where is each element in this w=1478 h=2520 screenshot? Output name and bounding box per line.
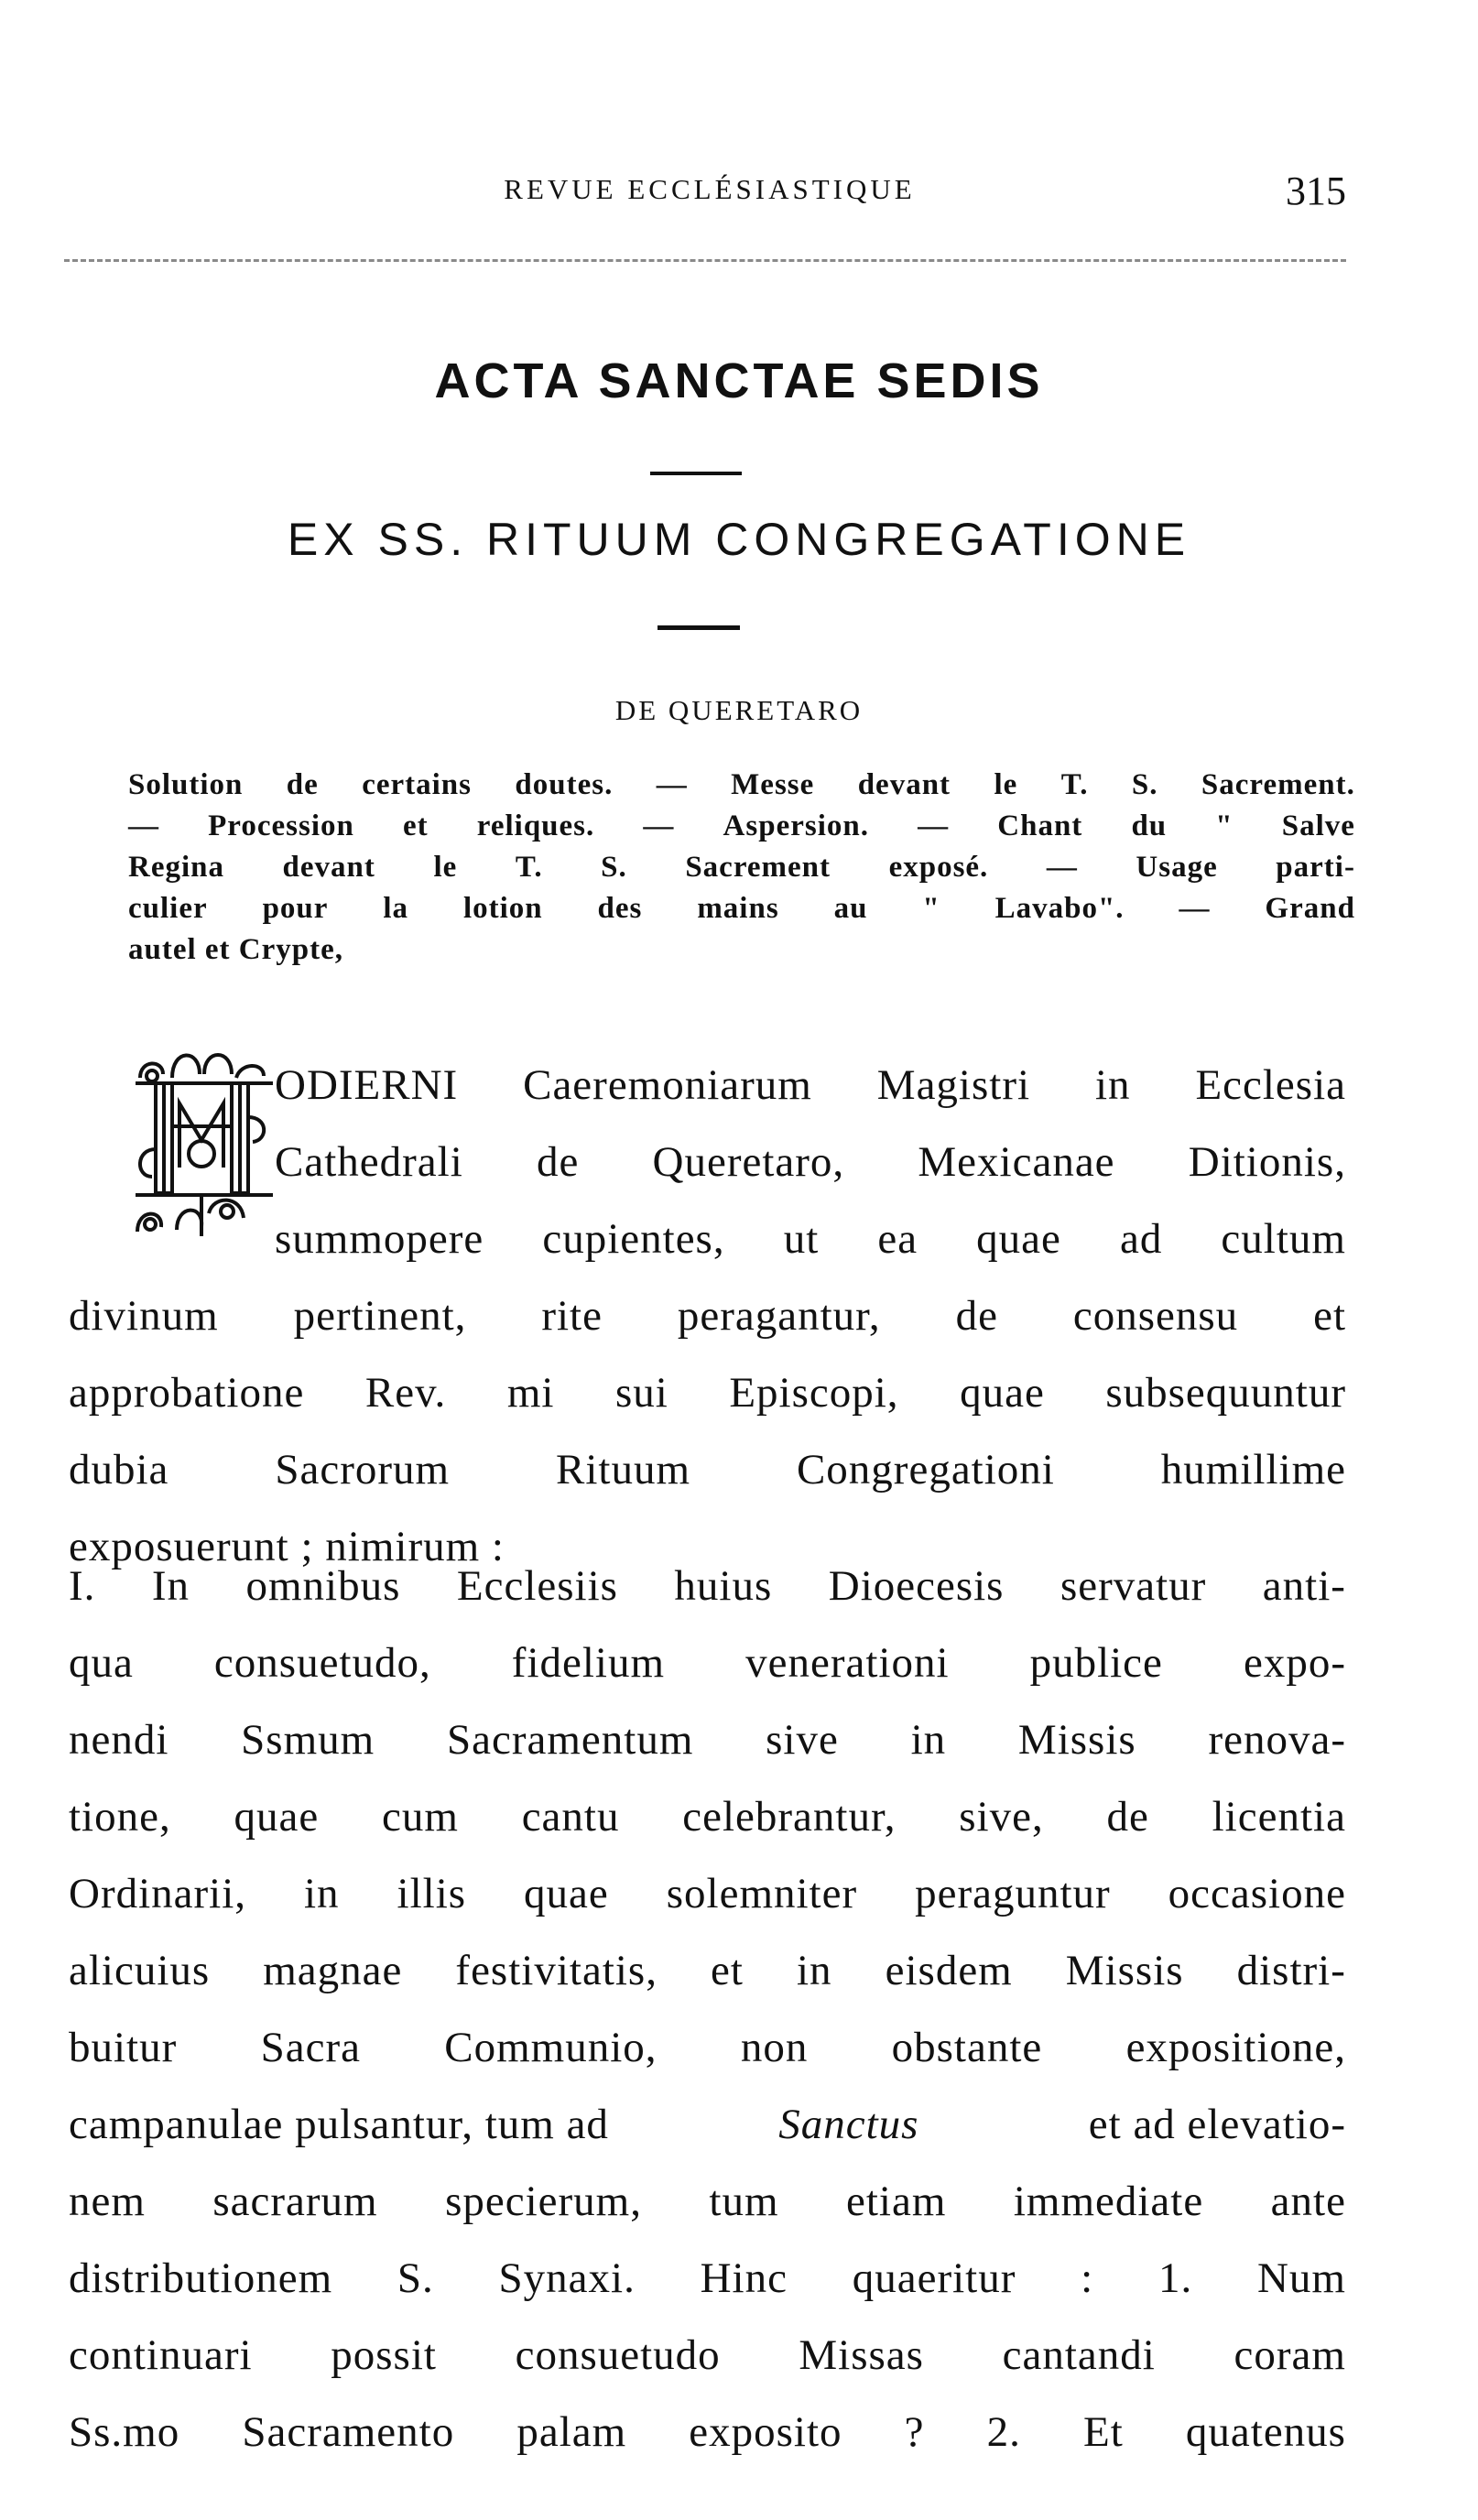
word: sacrarum	[212, 2178, 378, 2225]
summary-line-text	[128, 888, 1355, 929]
word: licentia	[1212, 1793, 1346, 1841]
text-line	[275, 1124, 1346, 1200]
word: Solution	[128, 768, 244, 801]
word: de	[286, 768, 319, 801]
word: in	[797, 1947, 832, 1994]
line-text	[69, 1932, 1346, 2009]
word: distributionem	[69, 2254, 333, 2302]
word: servatur	[1060, 1562, 1207, 1610]
word: Grand	[1265, 892, 1355, 925]
word: dubia	[69, 1446, 169, 1494]
word: —	[1179, 892, 1211, 925]
line-text	[69, 1624, 1346, 1701]
word: subsequuntur	[1105, 1369, 1346, 1417]
word: Ssmum	[241, 1716, 375, 1764]
word: Salve	[1281, 809, 1355, 842]
text-line	[69, 2317, 1346, 2394]
word: divinum	[69, 1292, 219, 1340]
summary-line	[128, 888, 1355, 929]
word: consensu	[1072, 1292, 1239, 1340]
word: obstante	[891, 2024, 1043, 2071]
word: Missis	[1017, 1716, 1136, 1764]
word: Procession	[208, 809, 354, 842]
running-title: REVUE ECCLÉSIASTIQUE	[504, 173, 916, 205]
summary-line-text: autel et Crypte,	[128, 933, 344, 966]
line-text	[69, 1778, 1346, 1855]
word: Mexicanae	[918, 1138, 1115, 1186]
word: mains	[697, 892, 779, 925]
word: Sacrorum	[275, 1446, 451, 1494]
summary-line	[128, 765, 1355, 806]
word: T.	[1060, 768, 1089, 801]
word: le	[994, 768, 1018, 801]
word: quae	[234, 1793, 320, 1841]
word: ut	[783, 1215, 820, 1263]
text-line	[69, 2086, 1346, 2163]
word: Ecclesiis	[456, 1562, 618, 1610]
word: rite	[541, 1292, 603, 1340]
word: exposito	[689, 2408, 842, 2456]
word: Missas	[799, 2331, 924, 2379]
word: des	[597, 892, 643, 925]
word: de	[955, 1292, 998, 1340]
word: et	[1313, 1292, 1346, 1340]
word: peragantur,	[677, 1292, 881, 1340]
word: sive,	[959, 1793, 1044, 1841]
word: —	[1046, 851, 1078, 884]
word: le	[433, 851, 458, 884]
title-rule	[650, 472, 742, 475]
word: Ordinarii,	[69, 1870, 247, 1917]
line-text	[275, 1124, 1346, 1200]
word: possit	[331, 2331, 437, 2379]
word: Ditionis,	[1188, 1138, 1346, 1186]
word: continuari	[69, 2331, 253, 2379]
word: quae	[524, 1870, 609, 1917]
word: quae	[976, 1215, 1061, 1263]
word: peraguntur	[915, 1870, 1111, 1917]
word: consuetudo,	[213, 1639, 431, 1687]
word: S.	[397, 2254, 434, 2302]
subtitle-rule	[657, 625, 740, 630]
word: immediate	[1013, 2178, 1204, 2225]
main-title: ACTA SANCTAE SEDIS	[434, 353, 1044, 408]
word: solemniter	[666, 1870, 858, 1917]
word: au	[833, 892, 868, 925]
word: anti-	[1262, 1562, 1346, 1610]
line-text	[69, 2163, 1346, 2240]
word: cum	[382, 1793, 459, 1841]
word: Lavabo".	[994, 892, 1125, 925]
word: consuetudo	[515, 2331, 721, 2379]
word: I.	[69, 1562, 96, 1610]
word: cultum	[1221, 1215, 1346, 1263]
word: Cathedrali	[275, 1138, 463, 1186]
word: sui	[614, 1369, 668, 1417]
word: humillime	[1160, 1446, 1346, 1494]
running-head	[73, 168, 1346, 213]
word: Usage	[1136, 851, 1218, 884]
summary-block	[128, 765, 1355, 971]
word: devant	[282, 851, 375, 884]
line-text	[69, 1701, 1346, 1778]
word: de	[1106, 1793, 1149, 1841]
word: du	[1131, 809, 1168, 842]
word: eisdem	[885, 1947, 1013, 1994]
word: approbatione	[69, 1369, 305, 1417]
line-text	[69, 1548, 1346, 1624]
word: occasione	[1168, 1870, 1346, 1917]
word: venerationi	[745, 1639, 950, 1687]
paragraph-1	[69, 1047, 1346, 1585]
text-line	[275, 1200, 1346, 1277]
word: celebrantur,	[682, 1793, 897, 1841]
word: T.	[515, 851, 543, 884]
line-text: exposuerunt ; nimirum :	[69, 1523, 505, 1570]
text-line	[69, 1624, 1346, 1701]
word: :	[1081, 2254, 1094, 2302]
word: in	[304, 1870, 340, 1917]
word: Sacrement	[685, 851, 831, 884]
place-heading: DE QUERETARO	[614, 694, 864, 726]
line-text	[69, 1354, 1346, 1431]
word: ad	[1119, 1215, 1163, 1263]
word: Chant	[997, 809, 1083, 842]
text-line	[275, 1047, 1346, 1124]
word: Sacramentum	[446, 1716, 694, 1764]
word: cupientes,	[542, 1215, 725, 1263]
word: S.	[1131, 768, 1158, 801]
word: expositione,	[1125, 2024, 1346, 2071]
word: culier	[128, 892, 208, 925]
word: in	[910, 1716, 947, 1764]
text-line	[69, 1932, 1346, 2009]
word: Ss.mo	[69, 2408, 180, 2456]
line-text	[69, 2394, 1346, 2471]
word: mi	[506, 1369, 555, 1417]
summary-line-text	[128, 806, 1355, 847]
word: nendi	[69, 1716, 169, 1764]
word: ODIERNI	[275, 1061, 459, 1109]
word: Rev.	[364, 1369, 447, 1417]
word: In	[151, 1562, 190, 1610]
summary-line	[128, 847, 1355, 888]
word: etiam	[845, 2178, 947, 2225]
word: buitur	[69, 2024, 178, 2071]
summary-line-text	[128, 847, 1355, 888]
word: exposé.	[888, 851, 989, 884]
text-line	[69, 1354, 1346, 1431]
word: omnibus	[245, 1562, 401, 1610]
text-line	[69, 1548, 1346, 1624]
word: doutes.	[515, 768, 614, 801]
word: Et	[1083, 2408, 1124, 2456]
word: non	[740, 2024, 809, 2071]
word: —	[656, 768, 688, 801]
word: Dioecesis	[828, 1562, 1005, 1610]
word: pour	[262, 892, 329, 925]
word: summopere	[275, 1215, 484, 1263]
word: sive	[766, 1716, 839, 1764]
word: tione,	[69, 1793, 171, 1841]
text-line	[69, 2009, 1346, 2086]
line-text	[69, 1277, 1346, 1354]
line-text	[275, 1047, 1346, 1124]
word: ante	[1270, 2178, 1346, 2225]
word: Hinc	[700, 2254, 788, 2302]
word: Sacrement.	[1201, 768, 1355, 801]
line-text	[275, 1200, 1346, 1277]
word: devant	[857, 768, 951, 801]
sub-title: EX SS. RITUUM CONGREGATIONE	[287, 514, 1191, 565]
text-line	[69, 1277, 1346, 1354]
word: Congregationi	[796, 1446, 1055, 1494]
paragraph-2	[69, 1548, 1346, 2471]
line-text: campanulae pulsantur, tum ad	[69, 2101, 609, 2148]
word: 2.	[986, 2408, 1021, 2456]
word: cantu	[521, 1793, 620, 1841]
page-number: 315	[1286, 168, 1346, 213]
header-divider	[64, 259, 1346, 262]
word: Episcopi,	[729, 1369, 899, 1417]
line-text	[69, 2240, 1346, 2317]
word: Synaxi.	[498, 2254, 636, 2302]
text-line	[69, 1778, 1346, 1855]
word: cantandi	[1002, 2331, 1156, 2379]
word: Caeremoniarum	[523, 1061, 812, 1109]
word: —	[643, 809, 675, 842]
word: publice	[1029, 1639, 1163, 1687]
line-text: et ad elevatio-	[1088, 2101, 1346, 2148]
summary-line	[128, 929, 1355, 971]
word: in	[1094, 1061, 1131, 1109]
text-line	[69, 1701, 1346, 1778]
text-line	[69, 1855, 1346, 1932]
word: et	[403, 809, 429, 842]
word: —	[918, 809, 950, 842]
summary-line-text	[128, 765, 1355, 806]
word: et	[711, 1947, 744, 1994]
word: Sacramento	[242, 2408, 455, 2456]
word: Ecclesia	[1195, 1061, 1346, 1109]
word: S.	[601, 851, 627, 884]
word: Magistri	[876, 1061, 1031, 1109]
summary-line	[128, 806, 1355, 847]
word: huius	[674, 1562, 773, 1610]
word: ?	[904, 2408, 925, 2456]
word: Aspersion.	[723, 809, 869, 842]
text-line	[69, 2163, 1346, 2240]
word: parti-	[1276, 851, 1355, 884]
line-text	[69, 1431, 1346, 1508]
word: tum	[709, 2178, 779, 2225]
word: Rituum	[556, 1446, 691, 1494]
word: lotion	[462, 892, 543, 925]
word: ea	[877, 1215, 918, 1263]
word: Messe	[731, 768, 815, 801]
word: qua	[69, 1639, 134, 1687]
word: certains	[362, 768, 472, 801]
line-text	[69, 1855, 1346, 1932]
word: "	[1215, 809, 1233, 842]
word: specierum,	[445, 2178, 642, 2225]
word: la	[383, 892, 409, 925]
word: "	[922, 892, 940, 925]
word: quatenus	[1185, 2408, 1346, 2456]
word: alicuius	[69, 1947, 211, 1994]
word: Regina	[128, 851, 224, 884]
word: Queretaro,	[652, 1138, 845, 1186]
text-line	[69, 1431, 1346, 1508]
word: Communio,	[444, 2024, 657, 2071]
text-line	[69, 2394, 1346, 2471]
word: quae	[960, 1369, 1045, 1417]
word: renova-	[1208, 1716, 1346, 1764]
word: festivitatis,	[455, 1947, 657, 1994]
word: reliques.	[476, 809, 595, 842]
word: —	[128, 809, 159, 842]
word: 1.	[1157, 2254, 1193, 2302]
word: de	[536, 1138, 580, 1186]
word: palam	[516, 2408, 627, 2456]
word: illis	[397, 1870, 467, 1917]
italic-word: Sanctus	[778, 2101, 919, 2148]
word: nem	[69, 2178, 146, 2225]
word: fidelium	[511, 1639, 666, 1687]
word: Sacra	[260, 2024, 361, 2071]
word: expo-	[1243, 1639, 1346, 1687]
word: distri-	[1236, 1947, 1346, 1994]
word: quaeritur	[852, 2254, 1016, 2302]
text-line	[69, 2240, 1346, 2317]
word: magnae	[263, 1947, 403, 1994]
line-text	[69, 2317, 1346, 2394]
word: Num	[1256, 2254, 1346, 2302]
word: Missis	[1065, 1947, 1184, 1994]
word: coram	[1233, 2331, 1346, 2379]
line-text	[69, 2009, 1346, 2086]
word: pertinent,	[293, 1292, 467, 1340]
